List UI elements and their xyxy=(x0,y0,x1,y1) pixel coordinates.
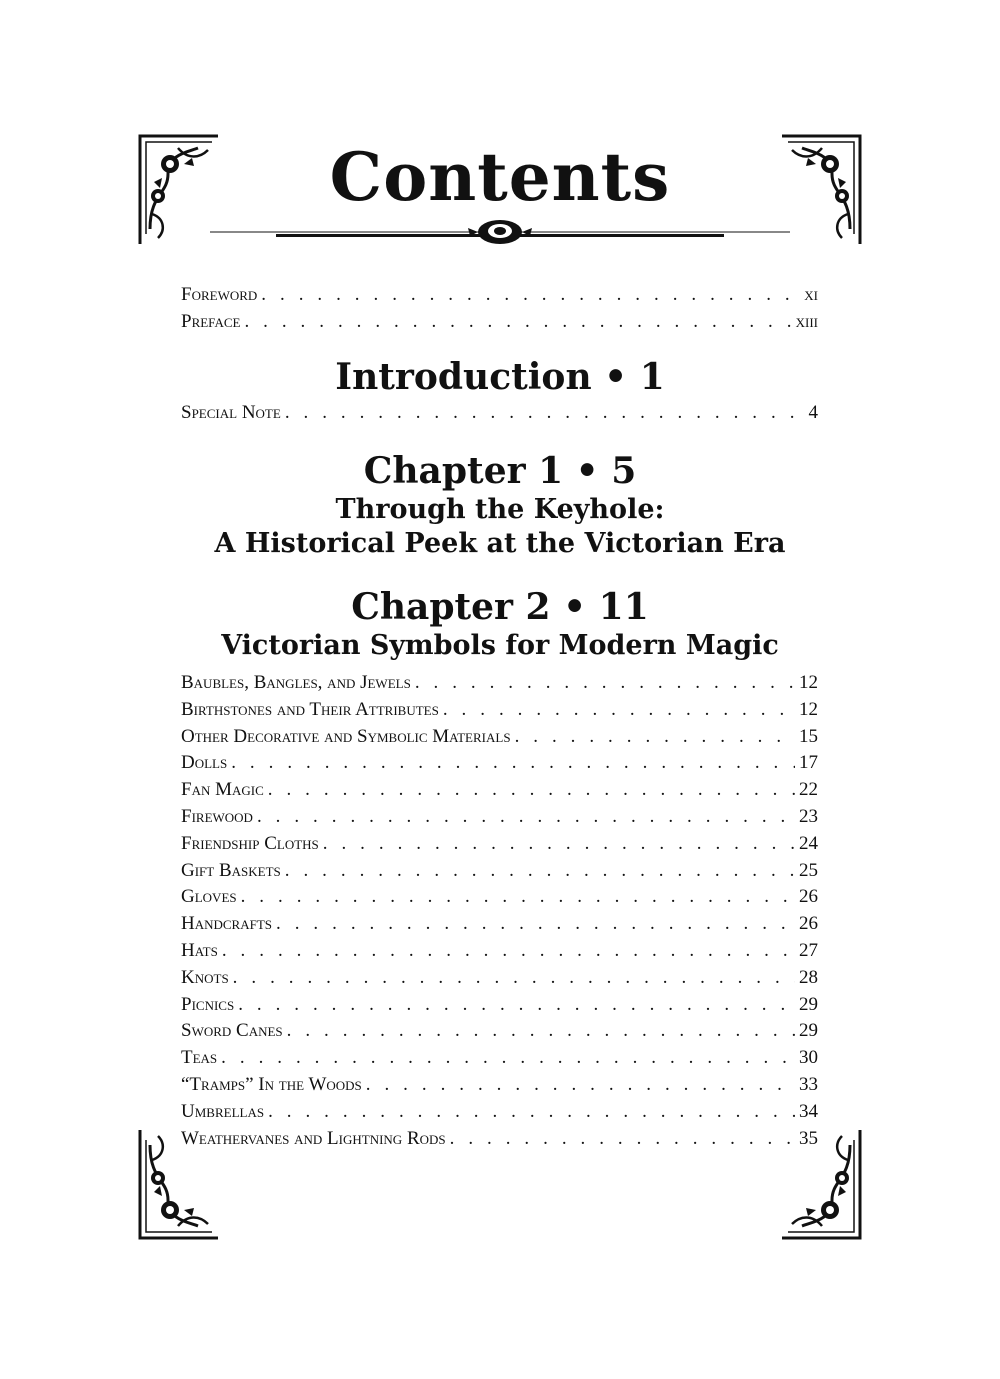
toc-entry-page: xi xyxy=(804,284,818,305)
toc-entry-label: Gloves xyxy=(181,886,237,908)
toc-entry-label: Weathervanes and Lightning Rods xyxy=(181,1127,446,1149)
toc-entry[interactable] xyxy=(181,940,818,967)
toc-entry[interactable] xyxy=(181,833,818,860)
page-title: Contents xyxy=(329,138,671,216)
chapter-2-list xyxy=(181,672,818,1154)
toc-entry[interactable] xyxy=(181,752,818,779)
chapter-1-subtitle-line-2: A Historical Peek at the Victorian Era xyxy=(214,528,786,559)
leader-dots xyxy=(285,402,805,424)
front-matter-list xyxy=(181,284,818,338)
toc-entry-page: 29 xyxy=(799,1020,818,1042)
leader-dots xyxy=(231,752,795,774)
chapter-2-subtitle: Victorian Symbols for Modern Magic xyxy=(221,630,779,661)
toc-entry-page: 26 xyxy=(799,886,818,908)
toc-entry[interactable] xyxy=(181,726,818,753)
toc-entry-page: 23 xyxy=(799,805,818,827)
toc-entry-page: 12 xyxy=(799,672,818,693)
toc-entry-page: 26 xyxy=(799,913,818,935)
chapter-1-heading: Chapter 1 • 5 xyxy=(363,450,637,492)
toc-entry[interactable] xyxy=(181,402,818,429)
leader-dots xyxy=(233,967,795,989)
toc-entry-label: Gift Baskets xyxy=(181,859,281,881)
toc-entry-page: 33 xyxy=(799,1073,818,1095)
toc-entry[interactable] xyxy=(181,779,818,806)
toc-entry-label: Friendship Cloths xyxy=(181,832,319,854)
leader-dots xyxy=(268,1101,795,1123)
leader-dots xyxy=(323,833,795,855)
chapter-2-heading: Chapter 2 • 11 xyxy=(351,586,649,628)
toc-entry-page: 30 xyxy=(799,1047,818,1069)
leader-dots xyxy=(285,860,795,882)
toc-entry-page: 22 xyxy=(799,779,818,801)
toc-entry[interactable] xyxy=(181,1047,818,1074)
leader-dots xyxy=(222,940,795,962)
toc-entry-label: Umbrellas xyxy=(181,1100,265,1122)
leader-dots xyxy=(261,284,800,306)
toc-entry-label: Handcrafts xyxy=(181,913,273,935)
toc-entry[interactable] xyxy=(181,994,818,1021)
toc-entry-label: Dolls xyxy=(181,752,228,774)
leader-dots xyxy=(238,994,795,1016)
toc-entry-label: Picnics xyxy=(181,993,235,1015)
leader-dots xyxy=(276,913,795,935)
leader-dots xyxy=(515,726,795,748)
toc-entry-page: 25 xyxy=(799,859,818,881)
toc-entry[interactable] xyxy=(181,913,818,940)
toc-entry[interactable] xyxy=(181,672,818,699)
leader-dots xyxy=(244,311,791,333)
toc-entry-page: 29 xyxy=(799,993,818,1015)
toc-entry[interactable] xyxy=(181,1020,818,1047)
toc-entry-label: Special Note xyxy=(181,402,281,423)
toc-entry-page: 17 xyxy=(799,752,818,774)
toc-entry-page: 15 xyxy=(799,725,818,747)
toc-entry[interactable] xyxy=(181,1128,818,1155)
chapter-1-subtitle-line-1: Through the Keyhole: xyxy=(335,494,665,525)
toc-entry[interactable] xyxy=(181,1074,818,1101)
toc-entry-page: 4 xyxy=(808,402,818,423)
toc-entry[interactable] xyxy=(181,699,818,726)
toc-entry-page: 35 xyxy=(799,1127,818,1149)
toc-entry[interactable] xyxy=(181,860,818,887)
leader-dots xyxy=(366,1074,795,1096)
toc-entry-page: 34 xyxy=(799,1100,818,1122)
toc-entry-label: Sword Canes xyxy=(181,1020,283,1042)
toc-entry[interactable] xyxy=(181,967,818,994)
toc-entry-page: 28 xyxy=(799,966,818,988)
leader-dots xyxy=(241,886,795,908)
toc-entry-label: Baubles, Bangles, and Jewels xyxy=(181,672,411,693)
toc-entry-label: Preface xyxy=(181,310,241,332)
toc-entry-label: Firewood xyxy=(181,805,253,827)
toc-entry-label: Foreword xyxy=(181,284,258,305)
toc-entry-page: 12 xyxy=(799,698,818,720)
introduction-heading: Introduction • 1 xyxy=(335,356,665,398)
toc-entry-page: 27 xyxy=(799,939,818,961)
toc-entry-label: Birthstones and Their Attributes xyxy=(181,698,439,720)
toc-entry-page: xiii xyxy=(795,310,818,332)
leader-dots xyxy=(287,1020,795,1042)
toc-entry[interactable] xyxy=(181,311,818,338)
toc-entry[interactable] xyxy=(181,1101,818,1128)
leader-dots xyxy=(443,699,795,721)
leader-dots xyxy=(268,779,795,801)
toc-entry-label: Knots xyxy=(181,966,229,988)
leader-dots xyxy=(450,1128,795,1150)
toc-entry-label: Other Decorative and Symbolic Materials xyxy=(181,725,511,747)
toc-entry-label: Hats xyxy=(181,939,218,961)
toc-entry[interactable] xyxy=(181,886,818,913)
leader-dots xyxy=(257,806,795,828)
toc-entry-page: 24 xyxy=(799,832,818,854)
toc-entry-label: “Tramps” In the Woods xyxy=(181,1073,362,1095)
leader-dots xyxy=(415,672,795,694)
toc-entry[interactable] xyxy=(181,284,818,311)
introduction-list xyxy=(181,402,818,429)
toc-entry-label: Teas xyxy=(181,1047,218,1069)
rose-divider-icon xyxy=(210,218,790,246)
toc-entry[interactable] xyxy=(181,806,818,833)
leader-dots xyxy=(221,1047,795,1069)
toc-entry-label: Fan Magic xyxy=(181,779,264,801)
